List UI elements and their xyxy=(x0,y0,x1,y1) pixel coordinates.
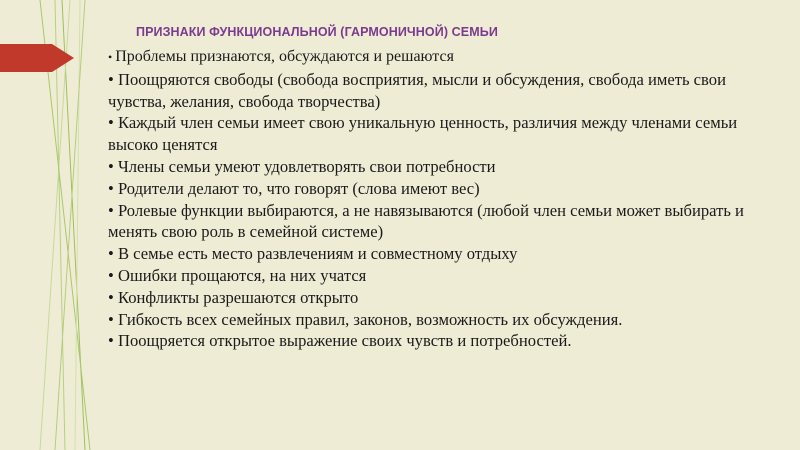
bullet-list xyxy=(108,46,788,352)
slide-title: ПРИЗНАКИ ФУНКЦИОНАЛЬНОЙ (ГАРМОНИЧНОЙ) СЕМЬИ xyxy=(136,25,498,39)
arrow-accent-icon xyxy=(0,44,74,72)
bullet-item: • Проблемы признаются, обсуждаются и решаются xyxy=(108,46,788,69)
bullet-item: • Родители делают то, что говорят (слова имеют вес) xyxy=(108,178,788,200)
bullet-item: • В семье есть место развлечениям и совместному отдыху xyxy=(108,243,788,265)
bullet-item: • Поощряется открытое выражение своих чувств и потребностей. xyxy=(108,330,788,352)
bullet-item: • Ошибки прощаются, на них учатся xyxy=(108,265,788,287)
bullet-item: • Члены семьи умеют удовлетворять свои потребности xyxy=(108,156,788,178)
bullet-item: • Конфликты разрешаются открыто xyxy=(108,287,788,309)
decorative-lines xyxy=(0,0,110,450)
bullet-item: • Гибкость всех семейных правил, законов, возможность их обсуждения. xyxy=(108,309,788,331)
bullet-item: • Поощряются свободы (свобода восприятия, мысли и обсуждения, свобода иметь свои чувства, желания, свобода творчества) xyxy=(108,69,788,113)
bullet-item: • Каждый член семьи имеет свою уникальную ценность, различия между членами семьи высоко ценятся xyxy=(108,112,788,156)
bullet-item: • Ролевые функции выбираются, а не навязываются (любой член семьи может выбирать и менять свою роль в семейной системе) xyxy=(108,200,788,244)
